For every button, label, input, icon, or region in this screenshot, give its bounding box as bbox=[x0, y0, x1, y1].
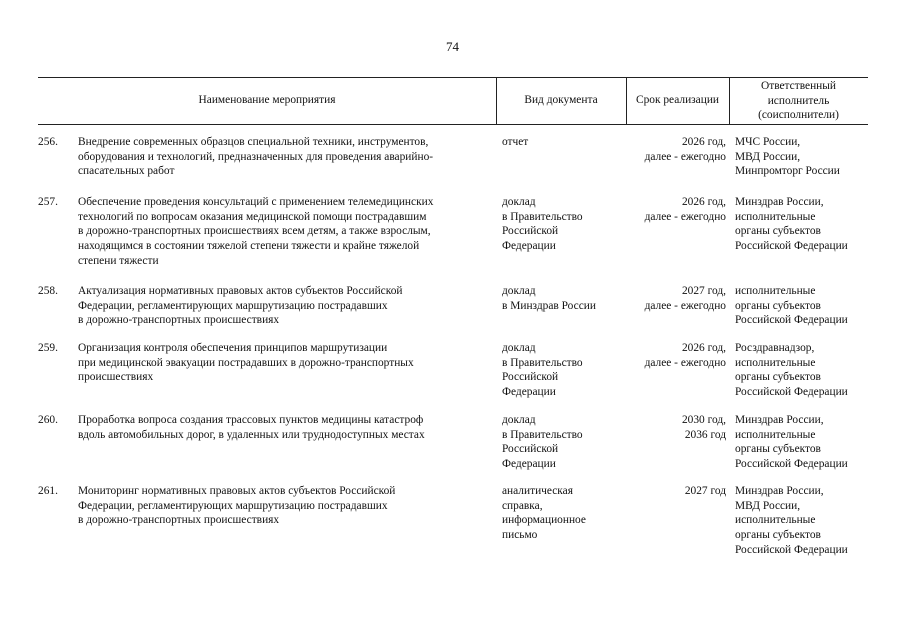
row-doc-type: доклад в Правительство Российской Федерации bbox=[502, 414, 583, 471]
row-number: 258. bbox=[38, 285, 58, 297]
row-name: Организация контроля обеспечения принципов маршрутизации при медицинской эвакуации пострадавших в дорожно-транспортных происшествиях bbox=[78, 342, 414, 384]
row-name: Актуализация нормативных правовых актов субъектов Российской Федерации, регламентирующих маршрутизацию пострадавших в дорожно-транспортных происшествиях bbox=[78, 285, 403, 327]
row-term: 2027 год, далее - ежегодно bbox=[644, 285, 726, 312]
row-responsible: МЧС России, МВД России, Минпромторг России bbox=[735, 136, 840, 178]
row-doc-type: доклад в Правительство Российской Федерации bbox=[502, 342, 583, 399]
row-number: 257. bbox=[38, 196, 58, 208]
row-doc-type: доклад в Минздрав России bbox=[502, 285, 596, 312]
row-name: Мониторинг нормативных правовых актов субъектов Российской Федерации, регламентирующих маршрутизацию пострадавших в дорожно-транспортных происшествиях bbox=[78, 485, 396, 527]
row-number: 256. bbox=[38, 136, 58, 148]
header-responsible: Ответственный исполнитель (соисполнители) bbox=[758, 80, 839, 122]
header-name: Наименование мероприятия bbox=[198, 94, 336, 106]
row-doc-type: отчет bbox=[502, 136, 529, 148]
row-doc-type: аналитическая справка, информационное письмо bbox=[502, 485, 586, 542]
table-header-bottom-rule bbox=[38, 124, 868, 125]
row-name: Проработка вопроса создания трассовых пунктов медицины катастроф вдоль автомобильных дорог, в удаленных или труднодоступных местах bbox=[78, 414, 425, 441]
row-number: 260. bbox=[38, 414, 58, 426]
row-name: Обеспечение проведения консультаций с применением телемедицинских технологий по вопросам оказания медицинской помощи пострадавшим в дорожно-транспортных происшествиях всем детям, а также взрослым, находящимся в состоянии тяжелой степени тяжести и крайне тяжелой степени тяжести bbox=[78, 196, 434, 267]
row-term: 2026 год, далее - ежегодно bbox=[644, 136, 726, 163]
row-term: 2026 год, далее - ежегодно bbox=[644, 196, 726, 223]
row-term: 2027 год bbox=[684, 485, 726, 497]
row-term: 2030 год, 2036 год bbox=[681, 414, 726, 441]
row-term: 2026 год, далее - ежегодно bbox=[644, 342, 726, 369]
header-doc-type: Вид документа bbox=[524, 94, 598, 106]
row-number: 259. bbox=[38, 342, 58, 354]
row-responsible: Минздрав России, исполнительные органы субъектов Российской Федерации bbox=[735, 196, 848, 253]
page-number: 74 bbox=[446, 39, 459, 54]
row-doc-type: доклад в Правительство Российской Федерации bbox=[502, 196, 583, 253]
row-responsible: Минздрав России, исполнительные органы субъектов Российской Федерации bbox=[735, 414, 848, 471]
table-top-rule bbox=[38, 77, 868, 78]
row-name: Внедрение современных образцов специальной техники, инструментов, оборудования и технологий, предназначенных для проведения аварийно- спасательных работ bbox=[78, 136, 434, 178]
row-number: 261. bbox=[38, 485, 58, 497]
row-responsible: исполнительные органы субъектов Российской Федерации bbox=[735, 285, 848, 327]
header-term: Срок реализации bbox=[635, 94, 720, 106]
row-responsible: Росздравнадзор, исполнительные органы субъектов Российской Федерации bbox=[735, 342, 848, 399]
row-responsible: Минздрав России, МВД России, исполнительные органы субъектов Российской Федерации bbox=[735, 485, 848, 556]
